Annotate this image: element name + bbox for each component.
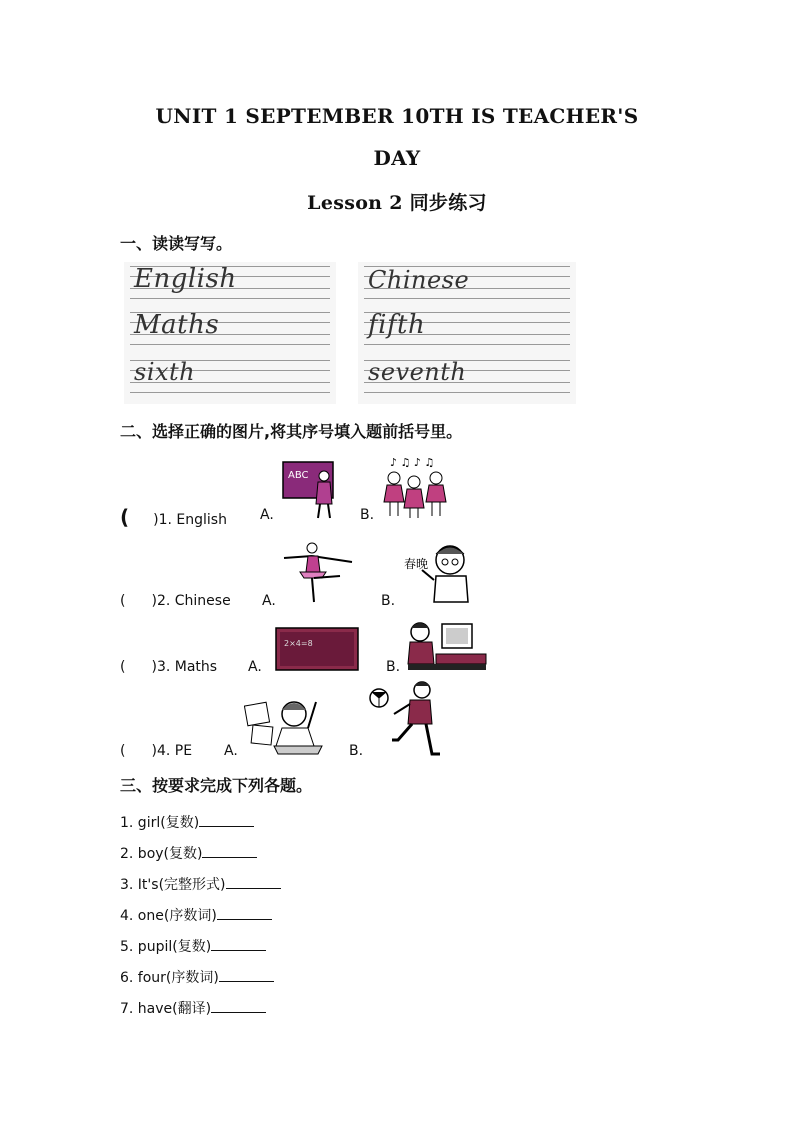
picture-label: 春晚: [404, 557, 429, 571]
picture-label: 2×4=8: [284, 639, 313, 648]
girl-drawing-icon: [244, 692, 328, 756]
answer-paren-open[interactable]: (: [120, 593, 126, 609]
answer-paren-open[interactable]: (: [120, 659, 126, 675]
writing-pad-left: [124, 262, 336, 404]
question-1: ( )1. English: [120, 505, 227, 529]
option-b-label: B.: [381, 593, 396, 609]
handwriting-word: Maths: [134, 310, 220, 340]
question-2: ( )2. Chinese: [120, 593, 231, 609]
exercise-item-2: 2. boy(复数): [120, 843, 257, 863]
option-a-label: A.: [262, 593, 276, 609]
exercise-item-5: 5. pupil(复数): [120, 936, 266, 956]
option-b-label: B.: [386, 659, 401, 675]
boy-kicking-ball-icon: [368, 680, 444, 758]
exercise-item-6: 6. four(序数词): [120, 967, 274, 987]
option-a-label: A.: [260, 507, 274, 523]
answer-blank[interactable]: [217, 907, 272, 920]
answer-blank[interactable]: [219, 969, 274, 982]
option-a-label: A.: [248, 659, 262, 675]
question-text: 1. English: [158, 512, 227, 528]
exercise-item-1: 1. girl(复数): [120, 812, 254, 832]
answer-blank[interactable]: [199, 814, 254, 827]
ballet-dancer-icon: [280, 540, 356, 606]
answer-blank[interactable]: [202, 845, 257, 858]
boy-at-computer-icon: [406, 618, 488, 672]
handwriting-word: fifth: [368, 310, 426, 340]
blackboard-icon: [274, 626, 360, 674]
option-a-label: A.: [224, 743, 238, 759]
section-heading-complete-tasks: 三、按要求完成下列各题。: [120, 776, 313, 795]
handwriting-word: Chinese: [368, 266, 470, 294]
question-text: 4. PE: [156, 743, 193, 759]
svg-text:ABC: ABC: [288, 470, 309, 481]
section-heading-choose-picture: 二、选择正确的图片,将其序号填入题前括号里。: [120, 422, 463, 441]
handwriting-word: seventh: [368, 358, 467, 386]
exercise-item-4: 4. one(序数词): [120, 905, 272, 925]
svg-text:♪ ♫ ♪ ♫: ♪ ♫ ♪ ♫: [390, 456, 435, 469]
option-b-label: B.: [360, 507, 375, 523]
section-heading-read-write: 一、读读写写。: [120, 234, 233, 253]
page-title: UNIT 1 SEPTEMBER 10TH IS TEACHER'S: [155, 104, 639, 128]
children-singing-icon: [380, 456, 460, 520]
answer-blank[interactable]: [211, 938, 266, 951]
question-3: ( )3. Maths: [120, 659, 218, 675]
handwriting-word: English: [134, 264, 237, 294]
teacher-at-blackboard-icon: [282, 460, 352, 520]
question-text: 2. Chinese: [156, 593, 231, 609]
question-text: 3. Maths: [156, 659, 218, 675]
answer-blank[interactable]: [226, 876, 281, 889]
exercise-item-7: 7. have(翻译): [120, 998, 266, 1018]
boy-reading-icon: [400, 540, 476, 606]
question-4: ( )4. PE: [120, 743, 193, 759]
answer-blank[interactable]: [211, 1000, 266, 1013]
handwriting-word: sixth: [134, 358, 196, 386]
page-title-continued: DAY: [373, 146, 421, 170]
lesson-subtitle: Lesson 2 同步练习: [307, 192, 487, 214]
writing-pad-right: [358, 262, 576, 404]
answer-paren-open[interactable]: (: [120, 505, 130, 529]
exercise-item-3: 3. It's(完整形式): [120, 874, 281, 894]
option-b-label: B.: [349, 743, 364, 759]
answer-paren-open[interactable]: (: [120, 743, 126, 759]
